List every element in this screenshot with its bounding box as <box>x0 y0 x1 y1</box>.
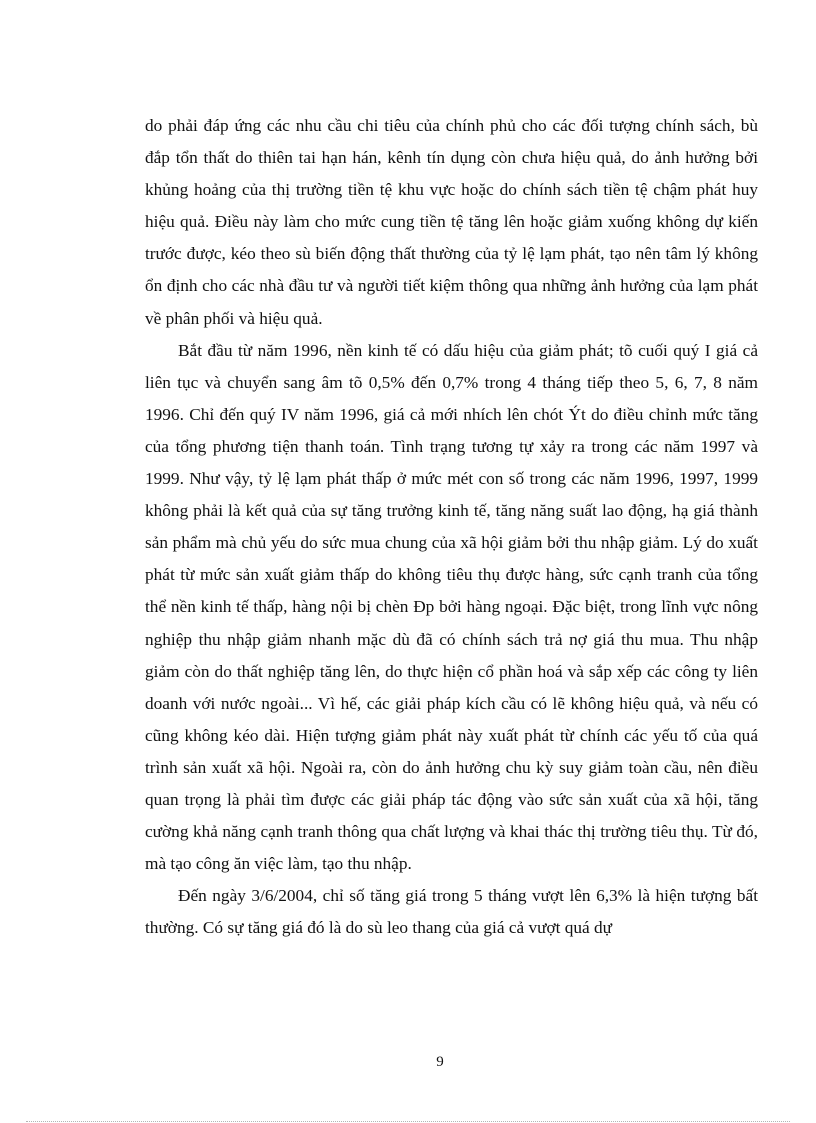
footer-divider <box>26 1121 790 1122</box>
page-number: 9 <box>436 1054 444 1070</box>
paragraph-price-increase-2004: Đến ngày 3/6/2004, chỉ số tăng giá trong 5 tháng vượt lên 6,3% là hiện tượng bất thường. Có sự tăng giá đó là do sù leo thang của giá cả vượt quá dự <box>145 886 758 938</box>
document-body <box>145 110 758 944</box>
paragraph-inflation-causes: do phải đáp ứng các nhu cầu chi tiêu của chính phủ cho các đối tượng chính sách, bù đắp tổn thất do thiên tai hạn hán, kênh tín dụng còn chưa hiệu quả, do ảnh hưởng bởi khủng hoảng của thị trường tiền tệ khu vực hoặc do chính sách tiền tệ chậm phát huy hiệu quả. Điều này làm cho mức cung tiền tệ tăng lên hoặc giảm xuống không dự kiến trước được, kéo theo sù biến động thất thường của tỷ lệ lạm phát, tạo nên tâm lý không ổn định cho các nhà đầu tư và người tiết kiệm thông qua những ảnh hưởng của lạm phát về phân phối và hiệu quả. <box>145 116 758 328</box>
paragraph-deflation-1996: Bắt đầu từ năm 1996, nền kinh tế có dấu hiệu của giảm phát; tõ cuối quý I giá cả liên tục và chuyển sang âm tõ 0,5% đến 0,7% trong 4 tháng tiếp theo 5, 6, 7, 8 năm 1996. Chỉ đến quý IV năm 1996, giá cả mới nhích lên chót Ýt do điều chỉnh mức tăng của tổng phương tiện thanh toán. Tình trạng tương tự xảy ra trong các năm 1997 và 1999. Như vậy, tỷ lệ lạm phát thấp ở mức mét con số trong các năm 1996, 1997, 1999 không phải là kết quả của sự tăng trưởng kinh tế, tăng năng suất lao động, hạ giá thành sản phẩm mà chủ yếu do sức mua chung của xã hội giảm bởi thu nhập giảm. Lý do xuất phát từ mức sản xuất giảm thấp do không tiêu thụ được hàng, sức cạnh tranh của tổng thể nền kinh tế thấp, hàng nội bị chèn Ðp bởi hàng ngoại. Đặc biệt, trong lĩnh vực nông nghiệp thu nhập giảm nhanh mặc dù đã có chính sách trả nợ giá thu mua. Thu nhập giảm còn do thất nghiệp tăng lên, do thực hiện cổ phần hoá và sắp xếp các công ty liên doanh với nước ngoài... Vì hế, các giải pháp kích cầu có lẽ không hiệu quả, và nếu có cũng không kéo dài. Hiện tượng giảm phát này xuất phát từ chính các yếu tố của quá trình sản xuất xã hội. Ngoài ra, còn do ảnh hưởng chu kỳ suy giảm toàn cầu, nên điều quan trọng là phải tìm được các giải pháp tác động vào sức sản xuất của xã hội, tăng cường khả năng cạnh tranh thông qua chất lượng và khai thác thị trường tiêu thụ. Từ đó, mà tạo công ăn việc làm, tạo thu nhập. <box>145 340 758 874</box>
